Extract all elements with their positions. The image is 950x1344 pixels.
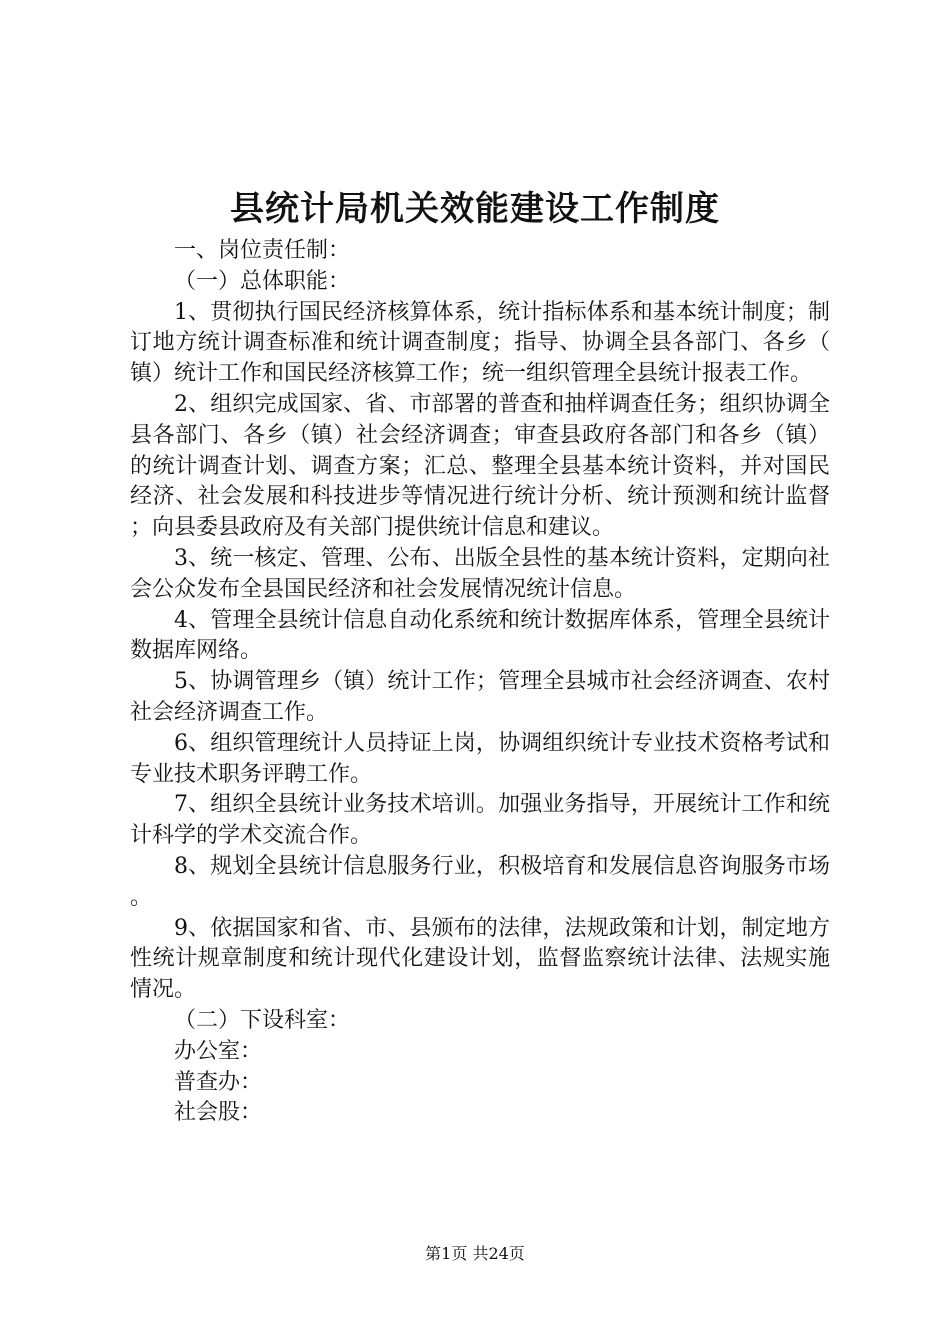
duty-item-4: 4、管理全县统计信息自动化系统和统计数据库体系，管理全县统计数据库网络。	[130, 607, 830, 664]
duty-item-7: 7、组织全县统计业务技术培训。加强业务指导，开展统计工作和统计科学的学术交流合作。	[130, 792, 830, 849]
document-body	[130, 236, 830, 1129]
duty-item-5: 5、协调管理乡（镇）统计工作；管理全县城市社会经济调查、农村社会经济调查工作。	[130, 669, 830, 725]
page-number-footer: 第1页 共24页	[425, 1244, 525, 1263]
duty-item-3: 3、统一核定、管理、公布、出版全县性的基本统计资料，定期向社会公众发布全县国民经济和社会发展情况统计信息。	[130, 545, 830, 602]
section-heading-1: 一、岗位责任制：	[174, 238, 351, 263]
document-title: 县统计局机关效能建设工作制度	[230, 189, 720, 229]
duty-item-6: 6、组织管理统计人员持证上岗，协调组织统计专业技术资格考试和专业技术职务评聘工作。	[130, 730, 830, 787]
office-item-general: 办公室：	[174, 1038, 263, 1064]
duty-item-9: 9、依据国家和省、市、县颁布的法律，法规政策和计划，制定地方性统计规章制度和统计现代化建设计划，监督监察统计法律、法规实施情况。	[130, 915, 830, 1003]
office-item-social: 社会股：	[174, 1100, 263, 1126]
duty-item-1: 1、贯彻执行国民经济核算体系，统计指标体系和基本统计制度；制订地方统计调查标准和统计调查制度；指导、协调全县各部门、各乡（镇）统计工作和国民经济核算工作；统一组织管理全县统计报表工作。	[130, 299, 830, 387]
subsection-heading-2: （二）下设科室：	[174, 1007, 351, 1033]
duty-item-8: 8、规划全县统计信息服务行业，积极培育和发展信息咨询服务市场。	[130, 853, 830, 910]
subsection-heading-1: （一）总体职能：	[174, 268, 351, 294]
duty-item-2: 2、组织完成国家、省、市部署的普查和抽样调查任务；组织协调全县各部门、各乡（镇）社会经济调查；审查县政府各部门和各乡（镇）的统计调查计划、调查方案；汇总、整理全县基本统计资料，并对国民经济、社会发展和科技进步等情况进行统计分析、统计预测和统计监督；向县委县政府及有关部门提供统计信息和建议。	[130, 391, 830, 541]
office-item-census: 普查办：	[174, 1069, 263, 1095]
